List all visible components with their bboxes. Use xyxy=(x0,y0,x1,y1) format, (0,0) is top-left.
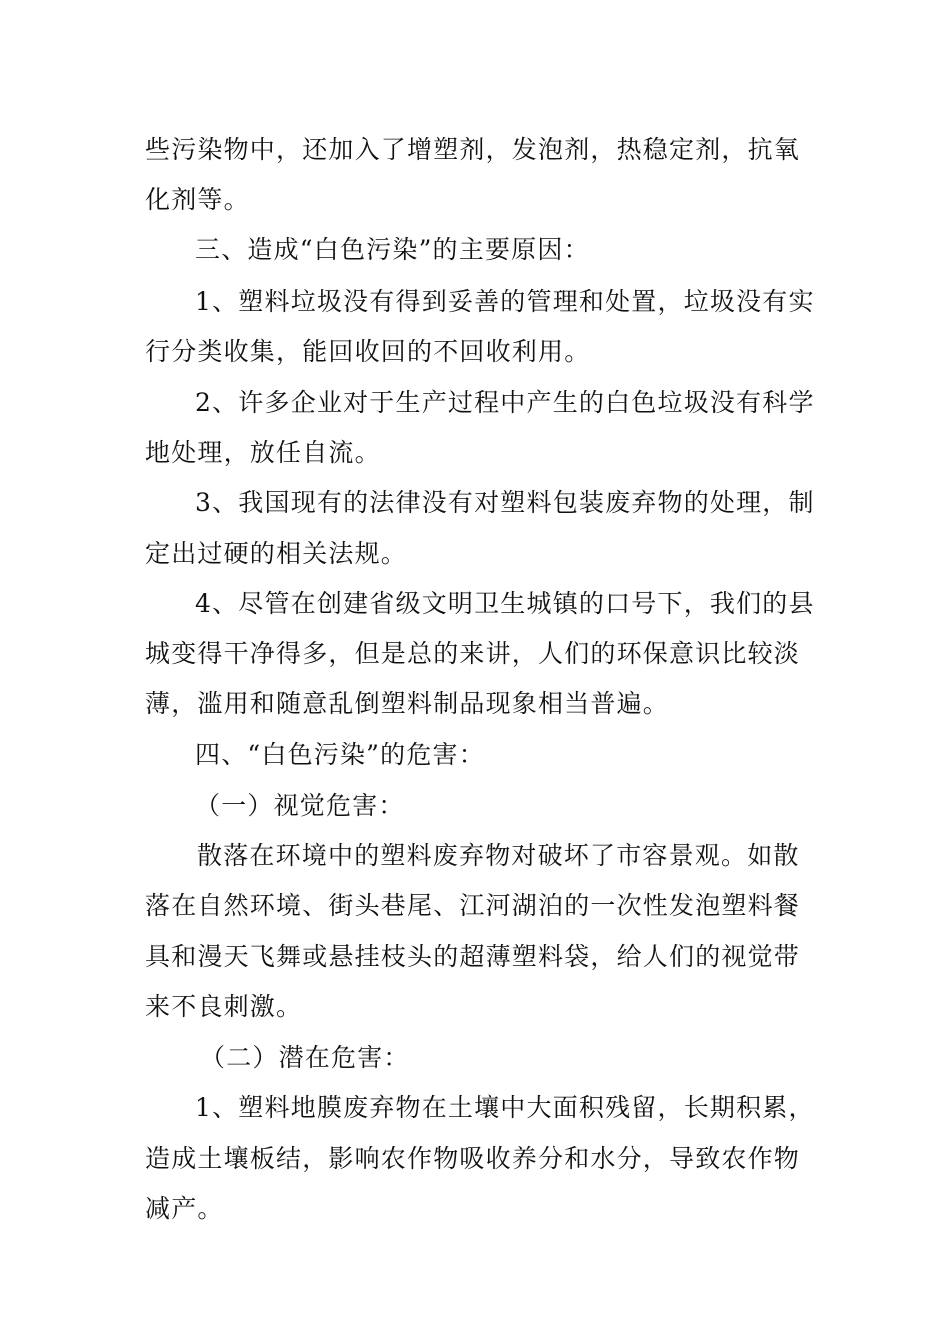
text-line: 具和漫天飞舞或悬挂枝头的超薄塑料袋，给人们的视觉带 xyxy=(145,942,801,971)
text-line: 化剂等。 xyxy=(145,185,250,214)
subsection-heading: （二）潜在危害： xyxy=(200,1043,410,1072)
text-line: 落在自然环境、街头巷尾、江河湖泊的一次性发泡塑料餐 xyxy=(145,891,801,920)
section-heading: 三、造成“白色污染”的主要原因： xyxy=(195,235,590,264)
text-line: 城变得干净得多，但是总的来讲，人们的环保意识比较淡 xyxy=(145,639,801,668)
text-line: 1、塑料地膜废弃物在土壤中大面积残留，长期积累， xyxy=(195,1093,815,1122)
text-line: 地处理，放任自流。 xyxy=(145,438,381,467)
text-line: 来不良刺激。 xyxy=(145,992,303,1021)
text-line: 造成土壤板结，影响农作物吸收养分和水分，导致农作物 xyxy=(145,1144,801,1173)
text-line: 定出过硬的相关法规。 xyxy=(145,539,408,568)
section-heading: 四、“白色污染”的危害： xyxy=(195,740,485,769)
text-line: 4、尽管在创建省级文明卫生城镇的口号下，我们的县 xyxy=(195,589,815,618)
text-line: 2、许多企业对于生产过程中产生的白色垃圾没有科学 xyxy=(195,388,815,417)
text-line: 1、塑料垃圾没有得到妥善的管理和处置，垃圾没有实 xyxy=(195,287,815,316)
text-line: 3、我国现有的法律没有对塑料包装废弃物的处理，制 xyxy=(195,488,815,517)
text-line: 薄，滥用和随意乱倒塑料制品现象相当普遍。 xyxy=(145,689,670,718)
subsection-heading: （一）视觉危害： xyxy=(195,791,405,820)
text-line: 散落在环境中的塑料废弃物对破坏了市容景观。如散 xyxy=(197,841,800,870)
text-line: 行分类收集，能回收回的不回收利用。 xyxy=(145,337,591,366)
text-line: 些污染物中，还加入了增塑剂，发泡剂，热稳定剂，抗氧 xyxy=(145,135,801,164)
text-line: 减产。 xyxy=(145,1194,224,1223)
